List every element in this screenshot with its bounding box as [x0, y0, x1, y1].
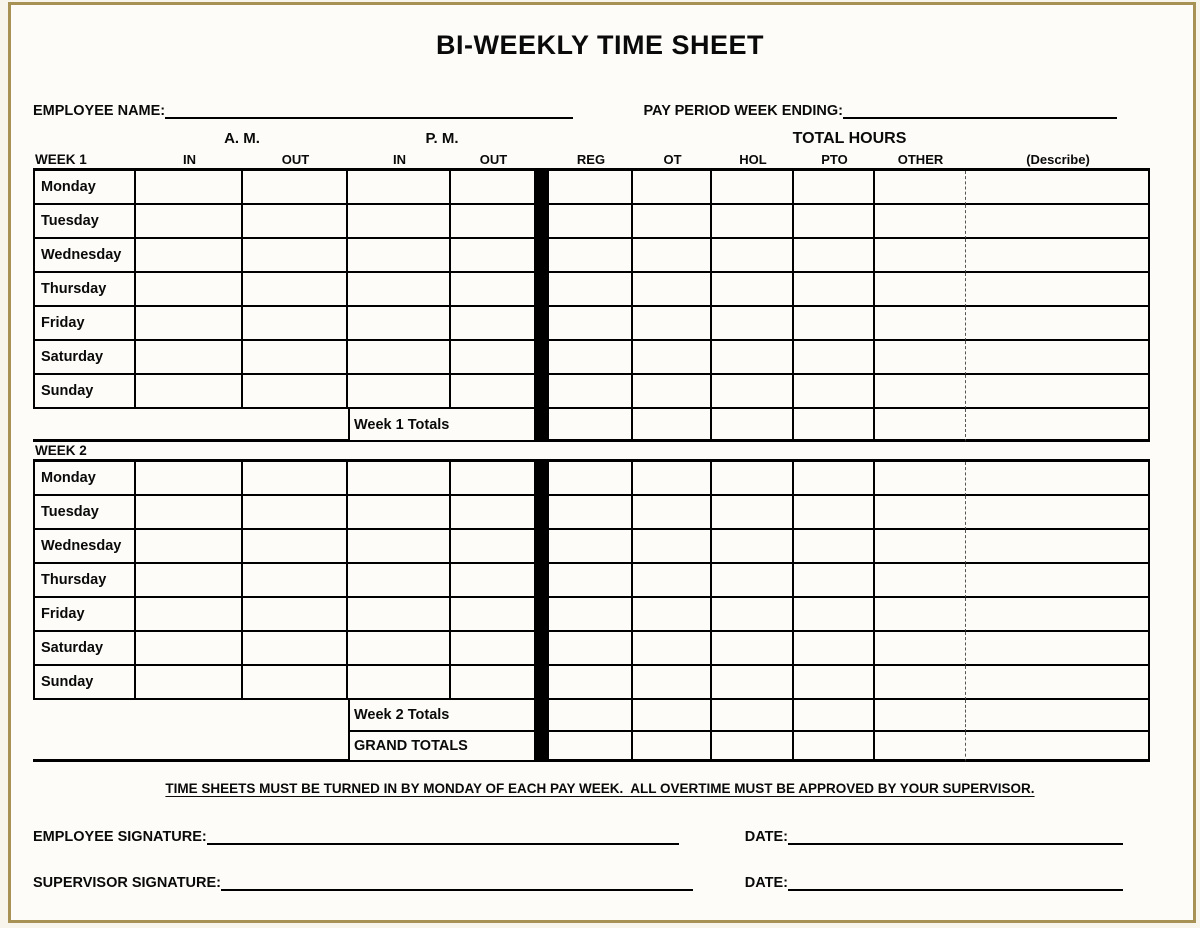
- week1-table: [33, 168, 1150, 442]
- hol-cell[interactable]: [712, 307, 794, 341]
- describe-cell[interactable]: [966, 666, 1150, 700]
- am-in-cell[interactable]: [136, 171, 243, 205]
- reg-total-cell[interactable]: [549, 700, 633, 732]
- am-in-cell[interactable]: [136, 307, 243, 341]
- pm-out-cell[interactable]: [451, 273, 536, 307]
- pm-in-header: IN: [393, 152, 406, 167]
- reg-cell[interactable]: [549, 273, 633, 307]
- reg-grand-total-cell[interactable]: [549, 732, 633, 762]
- other-header: OTHER: [897, 152, 944, 167]
- am-out-cell[interactable]: [243, 239, 348, 273]
- pm-in-cell[interactable]: [348, 496, 451, 530]
- day-label: Thursday: [33, 564, 136, 598]
- divider-bar: [536, 530, 549, 564]
- hol-cell[interactable]: [712, 462, 794, 496]
- describe-cell[interactable]: [966, 462, 1150, 496]
- grand-totals-label: GRAND TOTALS: [348, 732, 536, 762]
- other-cell[interactable]: [875, 462, 966, 496]
- pm-out-cell[interactable]: [451, 530, 536, 564]
- table-row: [33, 666, 1150, 700]
- hol-cell[interactable]: [712, 341, 794, 375]
- describe-grand-total-cell[interactable]: [966, 732, 1150, 762]
- reg-cell[interactable]: [549, 564, 633, 598]
- am-in-cell[interactable]: [136, 598, 243, 632]
- hol-cell[interactable]: [712, 632, 794, 666]
- day-label: Wednesday: [33, 530, 136, 564]
- pto-cell[interactable]: [794, 273, 875, 307]
- table-row: [33, 375, 1150, 409]
- table-row: [33, 598, 1150, 632]
- ot-cell[interactable]: [633, 341, 712, 375]
- pm-in-cell[interactable]: [348, 530, 451, 564]
- week1-totals-row: [33, 409, 1150, 442]
- hol-header: HOL: [739, 152, 767, 167]
- pm-in-cell[interactable]: [348, 341, 451, 375]
- am-in-cell[interactable]: [136, 564, 243, 598]
- employee-signature-field[interactable]: [207, 826, 679, 845]
- describe-cell[interactable]: [966, 564, 1150, 598]
- am-in-cell[interactable]: [136, 530, 243, 564]
- divider-bar: [536, 598, 549, 632]
- week1-totals-label: Week 1 Totals: [348, 409, 536, 442]
- pm-out-cell[interactable]: [451, 205, 536, 239]
- pm-in-cell[interactable]: [348, 598, 451, 632]
- pto-cell[interactable]: [794, 205, 875, 239]
- am-out-cell[interactable]: [243, 375, 348, 409]
- am-out-header: OUT: [281, 152, 310, 167]
- pto-cell[interactable]: [794, 341, 875, 375]
- pm-in-cell[interactable]: [348, 632, 451, 666]
- am-out-cell[interactable]: [243, 530, 348, 564]
- reg-cell[interactable]: [549, 375, 633, 409]
- divider-bar: [536, 307, 549, 341]
- day-label: Sunday: [33, 375, 136, 409]
- page-title: BI-WEEKLY TIME SHEET: [435, 30, 765, 60]
- table-row: [33, 307, 1150, 341]
- ot-cell[interactable]: [633, 632, 712, 666]
- hol-cell[interactable]: [712, 530, 794, 564]
- day-label: Wednesday: [33, 239, 136, 273]
- describe-cell[interactable]: [966, 632, 1150, 666]
- reg-cell[interactable]: [549, 530, 633, 564]
- am-in-cell[interactable]: [136, 632, 243, 666]
- group-header-row: [33, 129, 1150, 148]
- submission-notice: TIME SHEETS MUST BE TURNED IN BY MONDAY OF EACH PAY WEEK. ALL OVERTIME MUST BE APPROVED BY YOUR SUPERVISOR.: [165, 781, 1035, 796]
- divider-bar: [536, 239, 549, 273]
- supervisor-signature-row: [33, 872, 1123, 891]
- day-label: Saturday: [33, 632, 136, 666]
- hol-cell[interactable]: [712, 239, 794, 273]
- reg-header: REG: [576, 152, 606, 167]
- table-row: [33, 171, 1150, 205]
- ot-cell[interactable]: [633, 273, 712, 307]
- pm-in-cell[interactable]: [348, 564, 451, 598]
- describe-cell[interactable]: [966, 205, 1150, 239]
- divider-bar: [536, 341, 549, 375]
- reg-cell[interactable]: [549, 632, 633, 666]
- reg-cell[interactable]: [549, 239, 633, 273]
- pm-in-cell[interactable]: [348, 205, 451, 239]
- am-out-cell[interactable]: [243, 205, 348, 239]
- supervisor-date-field[interactable]: [788, 872, 1123, 891]
- ot-cell[interactable]: [633, 462, 712, 496]
- day-label: Saturday: [33, 341, 136, 375]
- divider-bar: [536, 171, 549, 205]
- pto-cell[interactable]: [794, 171, 875, 205]
- day-label: Monday: [33, 462, 136, 496]
- date-label: DATE:: [744, 829, 788, 845]
- totals-blank-area: [33, 409, 348, 442]
- hol-cell[interactable]: [712, 205, 794, 239]
- pm-in-cell[interactable]: [348, 273, 451, 307]
- pm-in-cell[interactable]: [348, 307, 451, 341]
- other-cell[interactable]: [875, 273, 966, 307]
- day-label: Tuesday: [33, 496, 136, 530]
- describe-cell[interactable]: [966, 530, 1150, 564]
- hol-grand-total-cell[interactable]: [712, 732, 794, 762]
- hol-cell[interactable]: [712, 666, 794, 700]
- divider-bar: [536, 409, 549, 442]
- other-cell[interactable]: [875, 205, 966, 239]
- am-in-cell[interactable]: [136, 239, 243, 273]
- employee-name-label: EMPLOYEE NAME:: [33, 103, 166, 119]
- am-out-cell[interactable]: [243, 564, 348, 598]
- column-header-row: [33, 148, 1150, 168]
- describe-cell[interactable]: [966, 273, 1150, 307]
- other-cell[interactable]: [875, 375, 966, 409]
- reg-total-cell[interactable]: [549, 409, 633, 442]
- reg-cell[interactable]: [549, 598, 633, 632]
- table-row: [33, 462, 1150, 496]
- hol-total-cell[interactable]: [712, 409, 794, 442]
- day-label: Tuesday: [33, 205, 136, 239]
- pto-cell[interactable]: [794, 496, 875, 530]
- date-label: DATE:: [744, 875, 788, 891]
- describe-cell[interactable]: [966, 375, 1150, 409]
- pto-cell[interactable]: [794, 530, 875, 564]
- describe-cell[interactable]: [966, 307, 1150, 341]
- table-row: [33, 341, 1150, 375]
- ot-cell[interactable]: [633, 171, 712, 205]
- am-group-header: A. M.: [224, 130, 260, 147]
- describe-cell[interactable]: [966, 341, 1150, 375]
- pm-out-cell[interactable]: [451, 341, 536, 375]
- ot-cell[interactable]: [633, 530, 712, 564]
- pm-in-cell[interactable]: [348, 666, 451, 700]
- pm-out-cell[interactable]: [451, 598, 536, 632]
- reg-cell[interactable]: [549, 171, 633, 205]
- pm-in-cell[interactable]: [348, 239, 451, 273]
- ot-total-cell[interactable]: [633, 700, 712, 732]
- divider-bar: [536, 462, 549, 496]
- other-grand-total-cell[interactable]: [875, 732, 966, 762]
- hol-cell[interactable]: [712, 375, 794, 409]
- divider-bar: [536, 666, 549, 700]
- table-row: [33, 496, 1150, 530]
- pto-total-cell[interactable]: [794, 409, 875, 442]
- day-label: Sunday: [33, 666, 136, 700]
- hol-cell[interactable]: [712, 564, 794, 598]
- reg-cell[interactable]: [549, 666, 633, 700]
- divider-bar: [536, 273, 549, 307]
- other-cell[interactable]: [875, 239, 966, 273]
- employee-signature-label: EMPLOYEE SIGNATURE:: [33, 829, 207, 845]
- describe-total-cell[interactable]: [966, 700, 1150, 732]
- ot-grand-total-cell[interactable]: [633, 732, 712, 762]
- pm-out-cell[interactable]: [451, 496, 536, 530]
- hol-cell[interactable]: [712, 598, 794, 632]
- employee-date-field[interactable]: [788, 826, 1123, 845]
- ot-cell[interactable]: [633, 205, 712, 239]
- ot-cell[interactable]: [633, 375, 712, 409]
- reg-cell[interactable]: [549, 462, 633, 496]
- name-row: [33, 100, 1117, 119]
- table-row: [33, 205, 1150, 239]
- pm-out-cell[interactable]: [451, 666, 536, 700]
- pto-cell[interactable]: [794, 598, 875, 632]
- hol-total-cell[interactable]: [712, 700, 794, 732]
- ot-cell[interactable]: [633, 666, 712, 700]
- pm-in-cell[interactable]: [348, 375, 451, 409]
- ot-header: OT: [663, 152, 682, 167]
- am-in-cell[interactable]: [136, 205, 243, 239]
- describe-cell[interactable]: [966, 239, 1150, 273]
- day-label: Friday: [33, 598, 136, 632]
- pto-cell[interactable]: [794, 564, 875, 598]
- am-in-cell[interactable]: [136, 273, 243, 307]
- am-out-cell[interactable]: [243, 496, 348, 530]
- am-in-cell[interactable]: [136, 375, 243, 409]
- ot-cell[interactable]: [633, 239, 712, 273]
- timesheet-table: [33, 129, 1150, 762]
- am-in-cell[interactable]: [136, 666, 243, 700]
- reg-cell[interactable]: [549, 496, 633, 530]
- pm-out-cell[interactable]: [451, 462, 536, 496]
- week2-section-label: WEEK 2: [35, 443, 87, 458]
- ot-cell[interactable]: [633, 564, 712, 598]
- table-row: [33, 564, 1150, 598]
- hol-cell[interactable]: [712, 496, 794, 530]
- hol-cell[interactable]: [712, 171, 794, 205]
- describe-header: (Describe): [1026, 152, 1090, 167]
- other-cell[interactable]: [875, 598, 966, 632]
- week2-table: [33, 459, 1150, 762]
- other-total-cell[interactable]: [875, 409, 966, 442]
- supervisor-signature-label: SUPERVISOR SIGNATURE:: [33, 875, 221, 891]
- pto-cell[interactable]: [794, 375, 875, 409]
- other-cell[interactable]: [875, 632, 966, 666]
- week1-header: WEEK 1: [35, 152, 87, 167]
- divider-bar: [536, 564, 549, 598]
- describe-cell[interactable]: [966, 171, 1150, 205]
- pm-out-cell[interactable]: [451, 564, 536, 598]
- table-row: [33, 530, 1150, 564]
- other-total-cell[interactable]: [875, 700, 966, 732]
- pm-out-cell[interactable]: [451, 307, 536, 341]
- am-out-cell[interactable]: [243, 632, 348, 666]
- employee-name-field[interactable]: [165, 100, 573, 119]
- am-in-cell[interactable]: [136, 341, 243, 375]
- employee-signature-row: [33, 826, 1123, 845]
- divider-bar: [536, 632, 549, 666]
- pm-out-cell[interactable]: [451, 632, 536, 666]
- am-out-cell[interactable]: [243, 462, 348, 496]
- divider-bar: [536, 375, 549, 409]
- reg-cell[interactable]: [549, 307, 633, 341]
- hol-cell[interactable]: [712, 273, 794, 307]
- other-cell[interactable]: [875, 530, 966, 564]
- pm-out-cell[interactable]: [451, 239, 536, 273]
- week2-totals-label: Week 2 Totals: [348, 700, 536, 732]
- table-row: [33, 239, 1150, 273]
- reg-cell[interactable]: [549, 205, 633, 239]
- am-out-cell[interactable]: [243, 273, 348, 307]
- divider-bar: [536, 700, 549, 732]
- pto-cell[interactable]: [794, 462, 875, 496]
- am-in-cell[interactable]: [136, 462, 243, 496]
- am-out-cell[interactable]: [243, 307, 348, 341]
- am-out-cell[interactable]: [243, 341, 348, 375]
- pm-out-header: OUT: [479, 152, 508, 167]
- am-in-cell[interactable]: [136, 496, 243, 530]
- divider-bar: [536, 496, 549, 530]
- supervisor-signature-field[interactable]: [221, 872, 693, 891]
- ot-cell[interactable]: [633, 598, 712, 632]
- other-cell[interactable]: [875, 666, 966, 700]
- day-label: Friday: [33, 307, 136, 341]
- other-cell[interactable]: [875, 307, 966, 341]
- total-hours-group-header: TOTAL HOURS: [792, 129, 907, 147]
- describe-total-cell[interactable]: [966, 409, 1150, 442]
- pm-out-cell[interactable]: [451, 375, 536, 409]
- grand-totals-row: [33, 732, 1150, 762]
- pto-total-cell[interactable]: [794, 700, 875, 732]
- pm-in-cell[interactable]: [348, 462, 451, 496]
- pto-cell[interactable]: [794, 632, 875, 666]
- other-cell[interactable]: [875, 496, 966, 530]
- pm-group-header: P. M.: [425, 130, 459, 147]
- divider-bar: [536, 732, 549, 762]
- pm-out-cell[interactable]: [451, 171, 536, 205]
- am-out-cell[interactable]: [243, 171, 348, 205]
- describe-cell[interactable]: [966, 496, 1150, 530]
- ot-cell[interactable]: [633, 496, 712, 530]
- ot-cell[interactable]: [633, 307, 712, 341]
- am-in-header: IN: [183, 152, 196, 167]
- table-row: [33, 632, 1150, 666]
- other-cell[interactable]: [875, 341, 966, 375]
- pto-grand-total-cell[interactable]: [794, 732, 875, 762]
- am-out-cell[interactable]: [243, 598, 348, 632]
- pay-period-field[interactable]: [843, 100, 1117, 119]
- reg-cell[interactable]: [549, 341, 633, 375]
- table-row: [33, 273, 1150, 307]
- divider-bar: [536, 205, 549, 239]
- pm-in-cell[interactable]: [348, 171, 451, 205]
- day-label: Monday: [33, 171, 136, 205]
- ot-total-cell[interactable]: [633, 409, 712, 442]
- pto-cell[interactable]: [794, 239, 875, 273]
- week2-totals-row: [33, 700, 1150, 732]
- other-cell[interactable]: [875, 564, 966, 598]
- pto-header: PTO: [821, 152, 848, 167]
- totals-blank-area: [33, 700, 348, 732]
- totals-blank-area: [33, 732, 348, 762]
- day-label: Thursday: [33, 273, 136, 307]
- describe-cell[interactable]: [966, 598, 1150, 632]
- pay-period-label: PAY PERIOD WEEK ENDING:: [643, 103, 843, 119]
- pto-cell[interactable]: [794, 666, 875, 700]
- other-cell[interactable]: [875, 171, 966, 205]
- pto-cell[interactable]: [794, 307, 875, 341]
- am-out-cell[interactable]: [243, 666, 348, 700]
